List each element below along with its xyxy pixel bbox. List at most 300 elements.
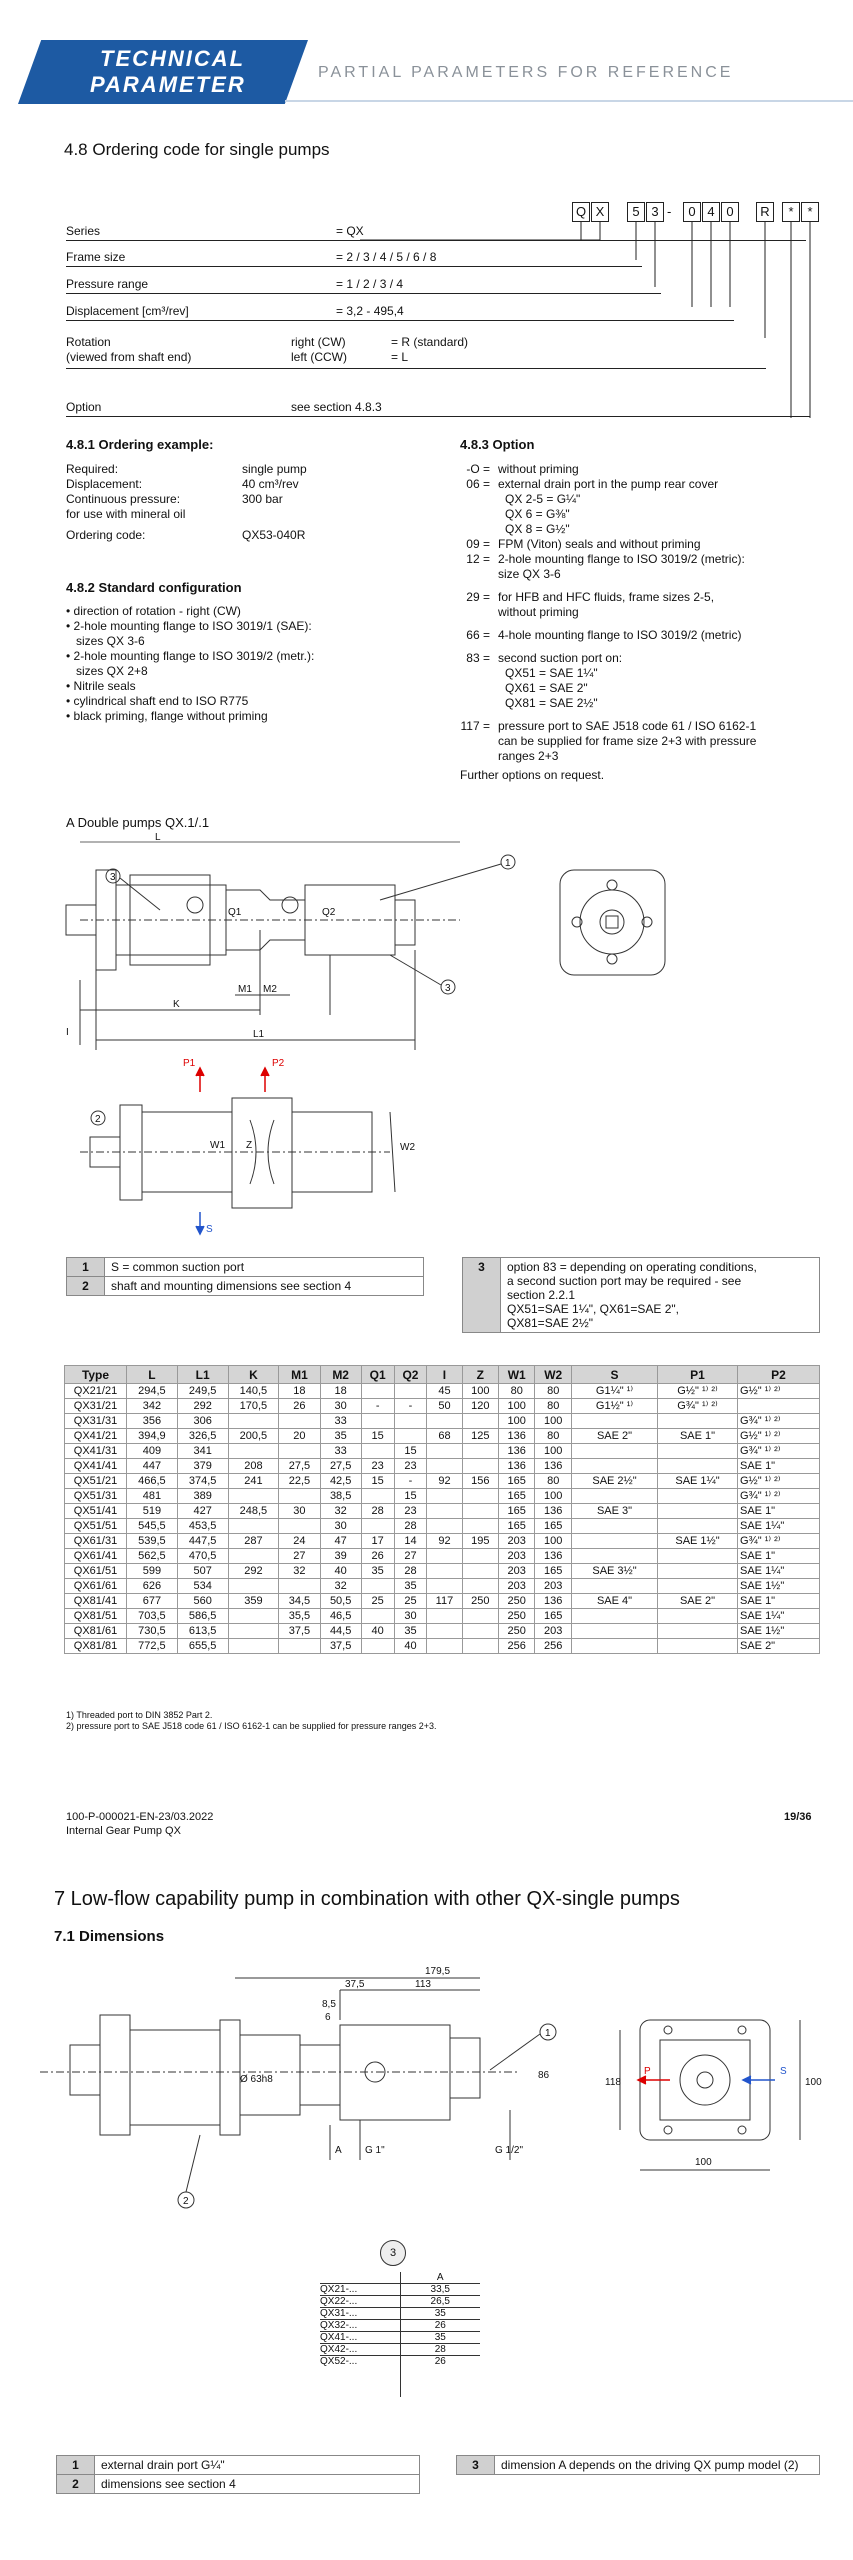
table-cell: 27,5 <box>279 1459 320 1474</box>
oc-row-pressure: Pressure range = 1 / 2 / 3 / 4 <box>66 277 661 294</box>
table-cell: SAE 1" <box>738 1504 820 1519</box>
table-cell: 38,5 <box>320 1489 361 1504</box>
oc-row-option: Option see section 4.8.3 <box>66 400 810 417</box>
table-cell: 341 <box>177 1444 228 1459</box>
list-item: • 2-hole mounting flange to ISO 3019/1 (SAE): <box>66 619 386 634</box>
table-cell: 32 <box>279 1564 320 1579</box>
table-cell: 165 <box>499 1519 535 1534</box>
table-cell: 507 <box>177 1564 228 1579</box>
table-cell <box>279 1519 320 1534</box>
table-cell: 374,5 <box>177 1474 228 1489</box>
table-cell: 599 <box>127 1564 178 1579</box>
table-cell: 100 <box>462 1384 498 1399</box>
table-cell: SAE 1" <box>738 1594 820 1609</box>
dim-g1: G 1" <box>365 2145 385 2156</box>
table-cell: 30 <box>279 1504 320 1519</box>
table-row <box>65 1564 820 1579</box>
table-cell <box>658 1549 738 1564</box>
table-cell: 23 <box>394 1459 427 1474</box>
table-cell <box>279 1444 320 1459</box>
table-cell <box>572 1489 658 1504</box>
callout-3: 3 <box>110 872 116 883</box>
table-cell: 100 <box>499 1414 535 1429</box>
table-cell: 18 <box>320 1384 361 1399</box>
table-cell: 23 <box>361 1459 394 1474</box>
table-cell <box>394 1414 427 1429</box>
table-cell <box>361 1384 394 1399</box>
dim-I: I <box>66 1027 69 1038</box>
table-cell: SAE 1" <box>738 1459 820 1474</box>
table-cell: G¾" ¹⁾ ²⁾ <box>738 1534 820 1549</box>
table-cell: 125 <box>462 1429 498 1444</box>
footnote-1: 1) Threaded port to DIN 3852 Part 2. <box>66 1710 213 1720</box>
table-cell: 80 <box>535 1399 572 1414</box>
table-cell: 241 <box>228 1474 279 1489</box>
table-cell: 27 <box>394 1549 427 1564</box>
table-cell: SAE 1½" <box>738 1579 820 1594</box>
table-cell <box>462 1444 498 1459</box>
table-row <box>65 1384 820 1399</box>
table-row <box>65 1519 820 1534</box>
table-cell: 24 <box>279 1534 320 1549</box>
table-cell: 14 <box>394 1534 427 1549</box>
table-cell: 32 <box>320 1504 361 1519</box>
table-cell: G1¼" ¹⁾ <box>572 1384 658 1399</box>
table-row <box>65 1609 820 1624</box>
table-cell: QX31/31 <box>65 1414 127 1429</box>
column-header: Q2 <box>394 1366 427 1384</box>
table-cell <box>427 1564 462 1579</box>
table-cell: 165 <box>499 1504 535 1519</box>
table-cell: 120 <box>462 1399 498 1414</box>
table-cell: 50 <box>427 1399 462 1414</box>
label-S: S <box>206 1224 213 1235</box>
table-cell: QX81/41 <box>65 1594 127 1609</box>
table-cell: 47 <box>320 1534 361 1549</box>
code-char: R <box>756 202 774 222</box>
footer-page: 19/36 <box>784 1811 812 1823</box>
table-cell: G½" ¹⁾ ²⁾ <box>738 1429 820 1444</box>
table-cell: 250 <box>462 1594 498 1609</box>
list-item: • 2-hole mounting flange to ISO 3019/2 (metr.): <box>66 649 386 664</box>
table-cell: 22,5 <box>279 1474 320 1489</box>
table-cell: 92 <box>427 1474 462 1489</box>
table-cell: 250 <box>499 1624 535 1639</box>
table-cell: QX61/51 <box>65 1564 127 1579</box>
table-cell: 39 <box>320 1549 361 1564</box>
table-cell: 453,5 <box>177 1519 228 1534</box>
table-cell: SAE 1¼" <box>738 1609 820 1624</box>
footnote-2: 2) pressure port to SAE J518 code 61 / ISO 6162-1 can be supplied for pressure ranges 2+3. <box>66 1721 437 1731</box>
table-cell: 703,5 <box>127 1609 178 1624</box>
table-cell: 33 <box>320 1414 361 1429</box>
table-cell: 772,5 <box>127 1639 178 1654</box>
table-cell: 35 <box>394 1624 427 1639</box>
table-cell: G½" ¹⁾ ²⁾ <box>658 1384 738 1399</box>
table-cell <box>462 1489 498 1504</box>
table-cell: QX61/41 <box>65 1549 127 1564</box>
table-cell: - <box>394 1474 427 1489</box>
dimension-a-table: A QX21-... 33,5 QX22-... 26,5 QX31-... 35 QX32-... 26 QX41-... 35 QX42-... 28 QX52-... 26 <box>320 2272 480 2397</box>
table-cell <box>361 1609 394 1624</box>
table-cell <box>228 1639 279 1654</box>
table-cell: 250 <box>499 1594 535 1609</box>
table-cell: 545,5 <box>127 1519 178 1534</box>
table-row <box>65 1459 820 1474</box>
code-char: 3 <box>646 202 664 222</box>
table-cell: 34,5 <box>279 1594 320 1609</box>
table-cell <box>462 1504 498 1519</box>
table-cell: QX41/41 <box>65 1459 127 1474</box>
table-cell <box>361 1639 394 1654</box>
table-cell: 25 <box>394 1594 427 1609</box>
table-cell: 100 <box>535 1444 572 1459</box>
table-cell: 30 <box>320 1399 361 1414</box>
table-cell: 35 <box>394 1579 427 1594</box>
table-row <box>65 1594 820 1609</box>
column-header: S <box>572 1366 658 1384</box>
code-char: 0 <box>721 202 739 222</box>
table-cell: G1½" ¹⁾ <box>572 1399 658 1414</box>
table-cell: SAE 1½" <box>738 1624 820 1639</box>
table-cell <box>658 1489 738 1504</box>
dim-Q2: Q2 <box>322 907 336 918</box>
table-cell: QX31/21 <box>65 1399 127 1414</box>
oc-row-rotation: Rotation (viewed from shaft end) right (CW) = R (standard) left (CCW) = L <box>66 335 766 369</box>
section-7-title: 7 Low-flow capability pump in combination with other QX-single pumps <box>54 1888 680 1910</box>
table-cell: 27 <box>279 1549 320 1564</box>
header-title-line1: TECHNICAL <box>100 46 246 71</box>
table-cell <box>572 1534 658 1549</box>
table-row <box>65 1429 820 1444</box>
table-cell: 203 <box>499 1549 535 1564</box>
table-cell: 200,5 <box>228 1429 279 1444</box>
table-cell <box>427 1414 462 1429</box>
table-cell <box>572 1444 658 1459</box>
table-cell: SAE 3" <box>572 1504 658 1519</box>
table-cell: 20 <box>279 1429 320 1444</box>
table-cell: 33 <box>320 1444 361 1459</box>
dimensions-table <box>64 1365 820 1654</box>
column-header: W2 <box>535 1366 572 1384</box>
table-cell: G¾" ¹⁾ ²⁾ <box>658 1399 738 1414</box>
oc-row-series: Series = QX <box>66 224 806 241</box>
table-cell: 389 <box>177 1489 228 1504</box>
table-cell: 294,5 <box>127 1384 178 1399</box>
code-char: Q <box>572 202 590 222</box>
table-cell <box>279 1639 320 1654</box>
table-cell: 32 <box>320 1579 361 1594</box>
table-cell: 447,5 <box>177 1534 228 1549</box>
table-cell: 26 <box>361 1549 394 1564</box>
table-cell: 68 <box>427 1429 462 1444</box>
column-header: L <box>127 1366 178 1384</box>
table-row <box>65 1489 820 1504</box>
dim-W2: W2 <box>400 1142 415 1153</box>
label-S7: S <box>780 2066 787 2077</box>
list-item: • cylindrical shaft end to ISO R775 <box>66 694 386 709</box>
table-cell <box>228 1549 279 1564</box>
table-cell: SAE 1¼" <box>738 1564 820 1579</box>
table-cell <box>427 1459 462 1474</box>
table-cell <box>462 1459 498 1474</box>
table-cell <box>361 1579 394 1594</box>
table-cell: 447 <box>127 1459 178 1474</box>
table-cell <box>462 1639 498 1654</box>
callout-1: 1 <box>505 858 511 869</box>
table-cell: 28 <box>394 1564 427 1579</box>
table-cell <box>658 1444 738 1459</box>
table-cell: 165 <box>499 1474 535 1489</box>
table-cell <box>427 1549 462 1564</box>
table-cell: 35 <box>320 1429 361 1444</box>
table-cell <box>462 1549 498 1564</box>
table-cell <box>279 1579 320 1594</box>
table-cell: 562,5 <box>127 1549 178 1564</box>
table-cell: - <box>361 1399 394 1414</box>
dim-M1: M1 <box>238 984 252 995</box>
callout-3-s7: 3 <box>380 2240 406 2266</box>
table-cell: 46,5 <box>320 1609 361 1624</box>
table-cell: 140,5 <box>228 1384 279 1399</box>
table-cell: SAE 1½" <box>658 1534 738 1549</box>
table-cell <box>228 1489 279 1504</box>
column-header: Type <box>65 1366 127 1384</box>
table-cell: SAE 1" <box>738 1549 820 1564</box>
table-row <box>65 1639 820 1654</box>
table-cell <box>572 1624 658 1639</box>
table-cell: 50,5 <box>320 1594 361 1609</box>
table-cell <box>462 1414 498 1429</box>
table-cell: 470,5 <box>177 1549 228 1564</box>
table-cell: 519 <box>127 1504 178 1519</box>
table-cell: 342 <box>127 1399 178 1414</box>
table-cell: QX51/31 <box>65 1489 127 1504</box>
table-cell: 394,9 <box>127 1429 178 1444</box>
table-cell: 655,5 <box>177 1639 228 1654</box>
dim-L1: L1 <box>253 1029 265 1040</box>
table-cell: 35,5 <box>279 1609 320 1624</box>
table-cell: 534 <box>177 1579 228 1594</box>
table-cell: 136 <box>499 1444 535 1459</box>
table-cell: 203 <box>499 1564 535 1579</box>
table-row <box>65 1534 820 1549</box>
table-cell: 165 <box>535 1519 572 1534</box>
table-cell: 326,5 <box>177 1429 228 1444</box>
table-cell: SAE 2" <box>572 1429 658 1444</box>
table-cell: 100 <box>535 1414 572 1429</box>
table-cell: 136 <box>535 1549 572 1564</box>
table-cell: 40 <box>394 1639 427 1654</box>
double-pump-drawing <box>60 830 820 1250</box>
table-cell: 100 <box>535 1534 572 1549</box>
column-header: W1 <box>499 1366 535 1384</box>
dim-W1: W1 <box>210 1140 225 1151</box>
table-cell: 28 <box>361 1504 394 1519</box>
table-cell: 37,5 <box>320 1639 361 1654</box>
table-cell: 292 <box>177 1399 228 1414</box>
header-subtitle: PARTIAL PARAMETERS FOR REFERENCE <box>318 64 734 81</box>
table-cell <box>572 1519 658 1534</box>
table-cell <box>658 1639 738 1654</box>
table-cell: QX61/61 <box>65 1579 127 1594</box>
table-cell <box>658 1414 738 1429</box>
table-cell: 136 <box>499 1459 535 1474</box>
dim-8-5: 8,5 <box>322 1999 336 2010</box>
header-rule <box>285 100 853 102</box>
section-a-title: A Double pumps QX.1/.1 <box>66 815 210 830</box>
table-cell: 40 <box>320 1564 361 1579</box>
table-cell: 42,5 <box>320 1474 361 1489</box>
dim-113: 113 <box>415 1979 431 1990</box>
dim-Q1: Q1 <box>228 907 242 918</box>
table-cell <box>572 1639 658 1654</box>
column-header: K <box>228 1366 279 1384</box>
table-cell <box>228 1609 279 1624</box>
table-cell <box>572 1609 658 1624</box>
table-row <box>65 1474 820 1489</box>
table-cell: 156 <box>462 1474 498 1489</box>
column-header: P1 <box>658 1366 738 1384</box>
table-cell: QX81/61 <box>65 1624 127 1639</box>
table-cell <box>572 1549 658 1564</box>
table-cell: 80 <box>535 1474 572 1489</box>
table-cell: SAE 1¼" <box>738 1519 820 1534</box>
section-4-8-2-title: 4.8.2 Standard configuration <box>66 580 242 595</box>
dim-100b: 100 <box>805 2077 822 2088</box>
table-cell: 170,5 <box>228 1399 279 1414</box>
table-row <box>65 1504 820 1519</box>
table-cell <box>462 1624 498 1639</box>
table-cell: 44,5 <box>320 1624 361 1639</box>
section-4-8-3-title: 4.8.3 Option <box>460 437 535 452</box>
table-row <box>65 1579 820 1594</box>
table-cell: 250 <box>499 1609 535 1624</box>
table-cell: 248,5 <box>228 1504 279 1519</box>
table-cell <box>658 1519 738 1534</box>
table-cell: 27,5 <box>320 1459 361 1474</box>
dim-g12: G 1/2" <box>495 2145 524 2156</box>
table-cell: 40 <box>361 1624 394 1639</box>
table-cell: QX61/31 <box>65 1534 127 1549</box>
table-cell <box>462 1579 498 1594</box>
table-cell <box>572 1579 658 1594</box>
option-list: -O = without priming 06 = external drain port in the pump rear cover QX 2-5 = G¼" QX 6 = G⅜" QX 8 = G½" 09 = FPM (Viton) seals and without priming 12 = 2-hole mounting flange to ISO 3019/2 (metric): size QX 3-6 29 = for HFB and HFC fluids, frame sizes 2-5, without priming 66 = 4-hole mounting flange to ISO 3019/2 (metric) 83 = second suction port on: QX51 = SAE 1¼" QX61 = SAE 2" QX81 = SAE 2½" 117 = pressure port to SAE J518 code 61 / ISO 6162-1 can be supplied for frame size 2+3 with pressure ranges 2+3 Further options on request. <box>460 462 757 782</box>
table-cell: 195 <box>462 1534 498 1549</box>
table-cell: QX51/21 <box>65 1474 127 1489</box>
table-cell <box>572 1459 658 1474</box>
footer-product: Internal Gear Pump QX <box>66 1825 181 1837</box>
table-cell <box>279 1414 320 1429</box>
table-cell: 287 <box>228 1534 279 1549</box>
table-cell: 560 <box>177 1594 228 1609</box>
code-char: 5 <box>627 202 645 222</box>
table-cell: QX51/51 <box>65 1519 127 1534</box>
table-cell <box>427 1489 462 1504</box>
table-cell: 256 <box>535 1639 572 1654</box>
code-char: * <box>782 202 800 222</box>
table-cell: 15 <box>361 1474 394 1489</box>
dim-Z: Z <box>246 1140 253 1151</box>
table-row <box>65 1414 820 1429</box>
table-cell <box>228 1414 279 1429</box>
table-cell <box>658 1459 738 1474</box>
table-cell <box>427 1519 462 1534</box>
table-header-row <box>65 1366 820 1384</box>
table-cell: 80 <box>499 1384 535 1399</box>
standard-config-list <box>66 604 386 724</box>
table-cell: 15 <box>361 1429 394 1444</box>
table-cell <box>427 1444 462 1459</box>
table-cell <box>658 1624 738 1639</box>
legend-7-left: 1 external drain port G¼" 2 dimensions see section 4 <box>56 2455 420 2494</box>
ordering-example: Required: single pump Displacement: 40 cm³/rev Continuous pressure: 300 bar for use with mineral oil Ordering code: QX53-040R <box>66 462 307 542</box>
table-cell: 481 <box>127 1489 178 1504</box>
table-cell: 35 <box>361 1564 394 1579</box>
table-cell: 17 <box>361 1534 394 1549</box>
table-cell <box>228 1519 279 1534</box>
table-cell: QX81/51 <box>65 1609 127 1624</box>
oc-row-displacement: Displacement [cm³/rev] = 3,2 - 495,4 <box>66 304 734 321</box>
label-P2: P2 <box>272 1058 285 1069</box>
table-row <box>65 1549 820 1564</box>
table-cell: 359 <box>228 1594 279 1609</box>
table-cell: G¾" ¹⁾ ²⁾ <box>738 1489 820 1504</box>
table-cell: SAE 2" <box>738 1639 820 1654</box>
table-cell: QX21/21 <box>65 1384 127 1399</box>
column-header: Q1 <box>361 1366 394 1384</box>
table-cell <box>361 1519 394 1534</box>
table-cell <box>462 1564 498 1579</box>
table-cell: 203 <box>535 1579 572 1594</box>
table-cell: 23 <box>394 1504 427 1519</box>
callout-1-s7: 1 <box>545 2028 551 2039</box>
table-cell <box>738 1399 820 1414</box>
dim-37-5: 37,5 <box>345 1979 365 1990</box>
table-cell <box>658 1504 738 1519</box>
column-header: M2 <box>320 1366 361 1384</box>
table-cell: 136 <box>499 1429 535 1444</box>
table-cell: 539,5 <box>127 1534 178 1549</box>
legend-a-right: 3 option 83 = depending on operating conditions, a second suction port may be required - see section 2.2.1 QX51=SAE 1¼", QX61=SAE 2", QX81=SAE 2½" <box>462 1257 820 1333</box>
table-cell: 136 <box>535 1459 572 1474</box>
table-cell <box>462 1519 498 1534</box>
table-cell: 15 <box>394 1489 427 1504</box>
legend-a-left: 1 S = common suction port 2 shaft and mounting dimensions see section 4 <box>66 1257 424 1296</box>
table-cell: QX51/41 <box>65 1504 127 1519</box>
table-cell: 409 <box>127 1444 178 1459</box>
table-cell: 117 <box>427 1594 462 1609</box>
code-char: * <box>801 202 819 222</box>
table-cell <box>361 1414 394 1429</box>
code-dash: - <box>667 204 672 219</box>
table-cell: G½" ¹⁾ ²⁾ <box>738 1474 820 1489</box>
table-cell: G½" ¹⁾ ²⁾ <box>738 1384 820 1399</box>
table-cell <box>427 1504 462 1519</box>
list-item: • black priming, flange without priming <box>66 709 386 724</box>
table-cell: 165 <box>499 1489 535 1504</box>
table-cell: 626 <box>127 1579 178 1594</box>
table-cell: 249,5 <box>177 1384 228 1399</box>
dim-M2: M2 <box>263 984 277 995</box>
dim-100a: 100 <box>695 2157 712 2168</box>
table-cell: 30 <box>320 1519 361 1534</box>
table-cell: QX41/21 <box>65 1429 127 1444</box>
low-flow-drawing <box>40 1960 820 2250</box>
table-cell: G¾" ¹⁾ ²⁾ <box>738 1414 820 1429</box>
table-cell <box>427 1609 462 1624</box>
table-cell: SAE 2" <box>658 1594 738 1609</box>
